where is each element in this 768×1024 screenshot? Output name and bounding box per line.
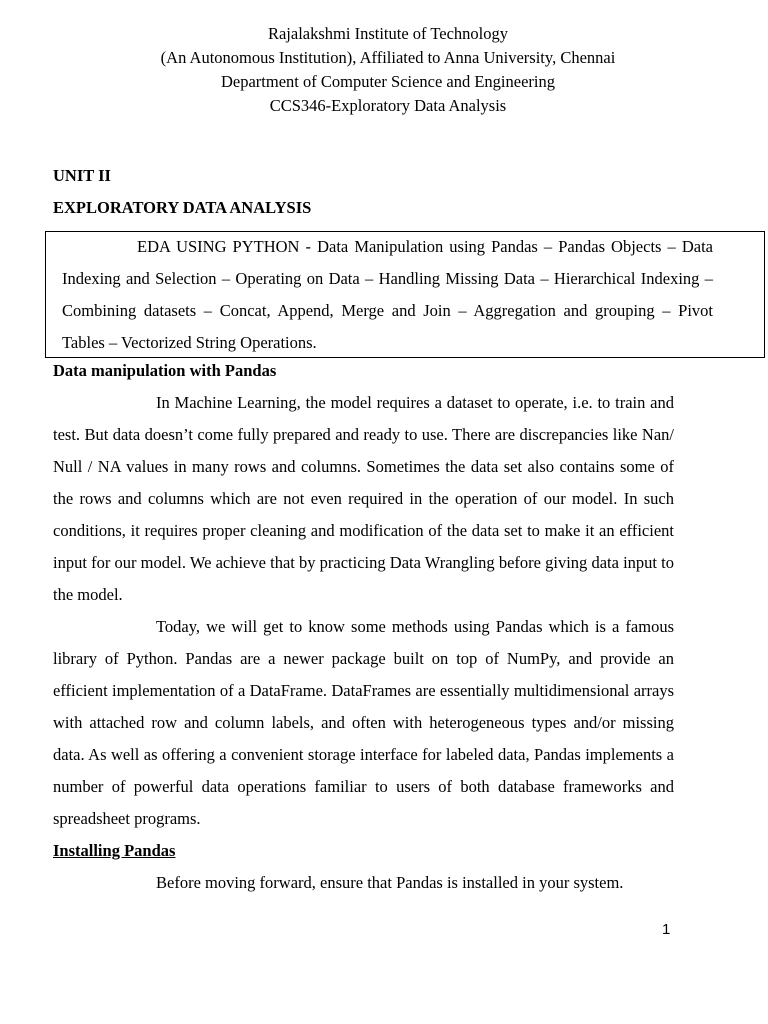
- document-header: [0, 22, 768, 118]
- paragraph-installing-pandas: Before moving forward, ensure that Pandas is installed in your system.: [156, 873, 624, 892]
- page-number: 1: [662, 921, 671, 938]
- syllabus-box: [45, 231, 765, 358]
- unit-title: EXPLORATORY DATA ANALYSIS: [53, 198, 312, 217]
- paragraph-data-manipulation-intro: In Machine Learning, the model requires a dataset to operate, i.e. to train and test. But data doesn’t come fully prepared and ready to use. There are discrepancies like Nan/ Null / NA values in many rows and columns. Sometimes the data set also contains some of the rows and columns which are not even required in the operation of our model. In such conditions, it requires proper cleaning and modification of the data set to make it an efficient input for our model. We achieve that by practicing Data Wrangling before giving data input to the model.: [53, 393, 674, 604]
- section-heading-data-manipulation: Data manipulation with Pandas: [53, 361, 277, 380]
- paragraph-pandas-overview: Today, we will get to know some methods using Pandas which is a famous library of Python. Pandas are a newer package built on top of NumPy, and provide an efficient implementation of a DataFrame. DataFrames are essentially multidimensional arrays with attached row and column labels, and often with heterogeneous types and/or missing data. As well as offering a convenient storage interface for labeled data, Pandas implements a number of powerful data operations familiar to users of both database frameworks and spreadsheet programs.: [53, 617, 674, 828]
- section-heading-installing-pandas: Installing Pandas: [53, 841, 176, 860]
- institution-affiliation: (An Autonomous Institution), Affiliated to Anna University, Chennai: [160, 48, 616, 67]
- course-title: CCS346-Exploratory Data Analysis: [269, 96, 507, 115]
- syllabus-text: EDA USING PYTHON - Data Manipulation using Pandas – Pandas Objects – Data Indexing and Selection – Operating on Data – Handling Missing Data – Hierarchical Indexing – Combining datasets – Concat, Append, Merge and Join – Aggregation and grouping – Pivot Tables – Vectorized String Operations.: [62, 237, 713, 352]
- unit-number: UNIT II: [53, 166, 111, 185]
- department-name: Department of Computer Science and Engineering: [220, 72, 555, 91]
- institution-name: Rajalakshmi Institute of Technology: [267, 24, 509, 43]
